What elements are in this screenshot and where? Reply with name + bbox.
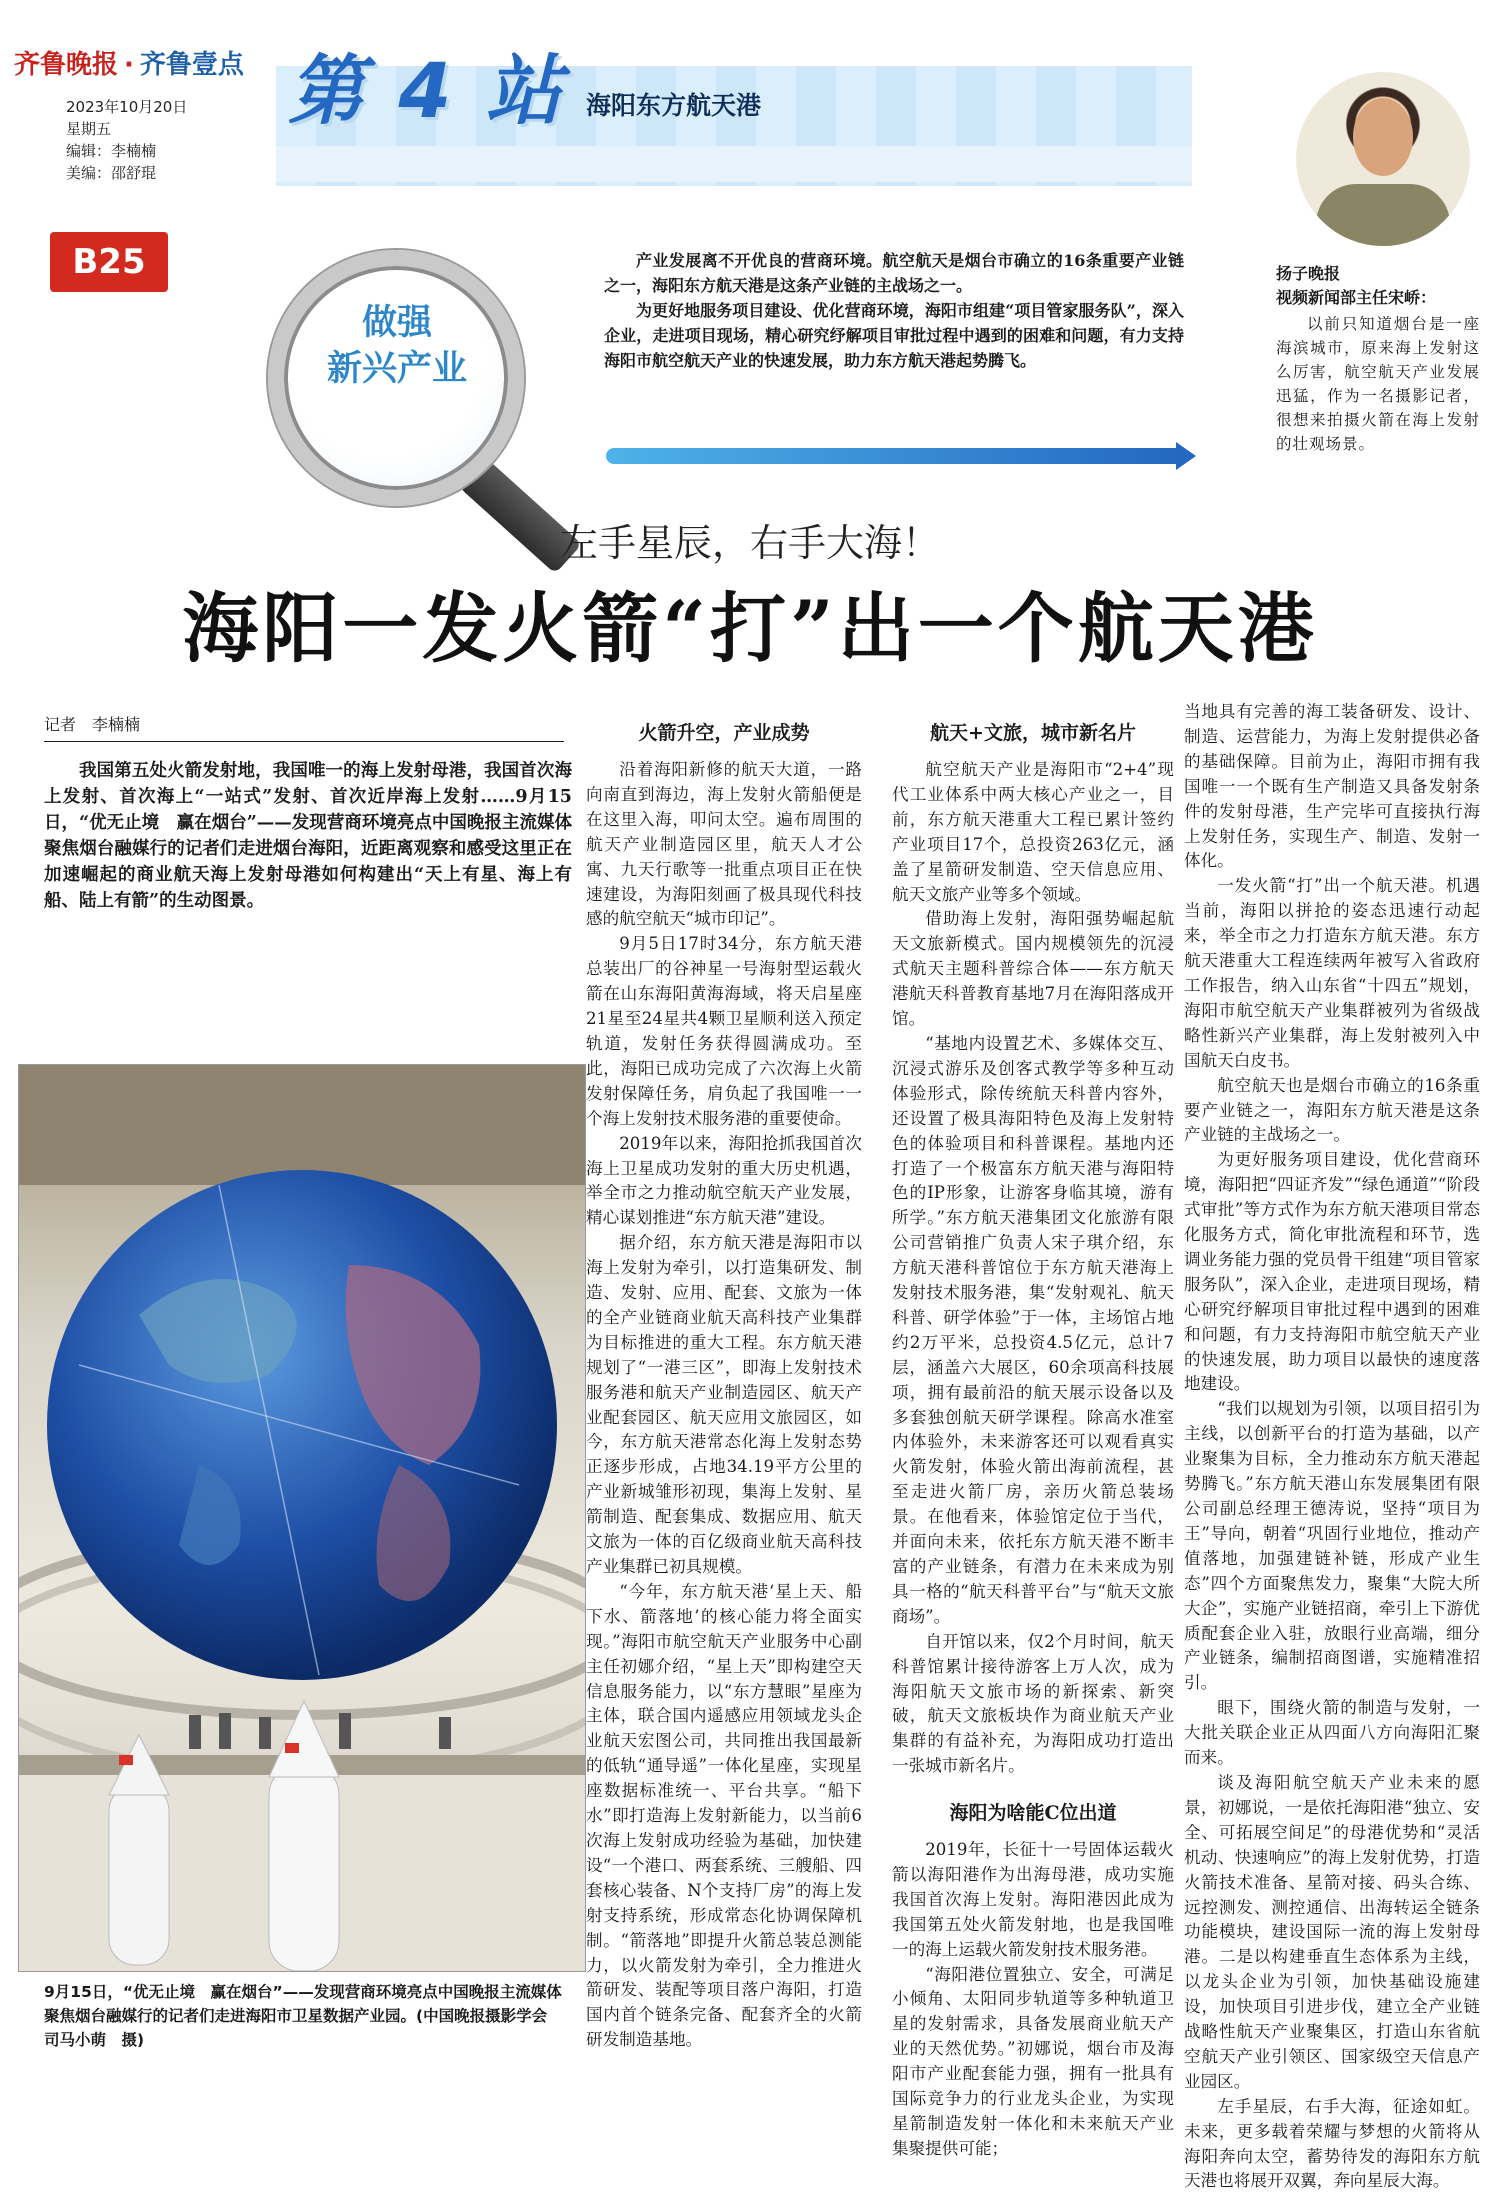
newspaper-logo — [14, 44, 244, 81]
brand-separator: · — [124, 50, 134, 80]
lead-text: 我国第五处火箭发射地，我国唯一的海上发射母港，我国首次海上发射、首次海上“一站式”发射、首次近岸海上发射……9月15日，“优无止境 赢在烟台”——发现营商环境亮点中国晚报主流媒体聚焦烟台融媒行的记者们走进烟台海阳，近距离观察和感受这里正在加速崛起的商业航天海上发射母港如何构建出“天上有星、海上有船、陆上有箭”的生动图景。 — [44, 761, 572, 911]
magnifier-label-line2: 新兴产业 — [326, 349, 467, 389]
body-paragraph: 航空航天也是烟台市确立的16条重要产业链之一，海阳东方航天港是这条产业链的主战场之一。 — [1184, 1075, 1480, 1145]
page-number-badge: B25 — [50, 232, 168, 292]
commentator-title — [1276, 262, 1436, 310]
banner-subtitle: 海阳东方航天港 — [586, 91, 762, 120]
issue-date: 2023年10月20日 — [66, 98, 188, 116]
main-headline: 海阳一发火箭“打”出一个航天港 — [182, 584, 1318, 673]
body-paragraph: 自开馆以来，仅2个月时间，航天科普馆累计接待游客上万人次，成为海阳航天文旅市场的新探索、新突破，航天文旅板块作为商业航天产业集群的有益补充，为海阳成功打造出一张城市新名片。 — [892, 1631, 1174, 1776]
article-column-2-lower — [892, 1800, 1174, 2162]
body-paragraph: 一发火箭“打”出一个航天港。机遇当前，海阳以拼抢的姿态迅速行动起来，举全市之力打造东方航天港。东方航天港重大工程连续两年被写入省政府工作报告，纳入山东省“十四五”规划，海阳市航空航天产业集群被列为省级战略性新兴产业集群，海上发射被列入中国航天白皮书。 — [1184, 876, 1480, 1070]
commentator-photo — [1296, 72, 1470, 246]
magnifier-label — [312, 300, 482, 392]
lead-paragraph — [44, 758, 572, 914]
body-paragraph: 眼下，围绕火箭的制造与发射，一大批关联企业正从四面八方向海阳汇聚而来。 — [1184, 1698, 1480, 1768]
brand-primary: 齐鲁晚报 — [14, 50, 119, 80]
section-heading: 航天+文旅，城市新名片 — [930, 722, 1136, 744]
body-paragraph: “今年，东方航天港‘星上天、船下水、箭落地’的核心能力将全面实现。”海阳市航空航天产业服务中心副主任初娜介绍，“星上天”即构建空天信息服务能力，以“东方慧眼”星座为主体，联合国内遥感应用领域龙头企业航天宏图公司，共同推出我国最新的低轨“通导遥”一体化星座，实现星座数据标准统一、平台共享。“船下水”即打造海上发射新能力，以当前6次海上发射成功经验为基础，加快建设“一个港口、两套系统、三艘船、四套核心装备、N个支持厂房”的海上发射支持系统，形成常态化协调保障机制。“箭落地”即提升火箭总装总测能力，以火箭发射为牵引，全力推进火箭研发、装配等项目落户海阳，打造国内首个链条完备、配套齐全的火箭研发制造基地。 — [586, 1581, 862, 2050]
section-heading: 火箭升空，产业成势 — [638, 722, 810, 744]
commentator-outlet: 扬子晚报 — [1276, 264, 1341, 283]
intro-paragraph: 为更好地服务项目建设、优化营商环境，海阳市组建“项目管家服务队”，深入企业，走进项目现场，精心研究纾解项目审批过程中遇到的困难和问题，有力支持海阳市航空航天产业的快速发展，助力东方航天港起势腾飞。 — [604, 301, 1184, 370]
body-paragraph: “海阳港位置独立、安全，可满足小倾角、太阳同步轨道等多种轨道卫星的发射需求，具备发展商业航天产业的天然优势。”初娜说，烟台市及海阳市产业配套能力强，拥有一批具有国际竞争力的行业龙头企业，为实现星箭制造发射一体化和未来航天产业集聚提供可能； — [892, 1964, 1174, 2158]
intro-paragraph: 产业发展离不开优良的营商环境。航空航天是烟台市确立的16条重要产业链之一，海阳东方航天港是这条产业链的主战场之一。 — [604, 251, 1184, 295]
body-paragraph: 2019年以来，海阳抢抓我国首次海上卫星成功发射的重大历史机遇，举全市之力推动航空航天产业发展，精心谋划推进“东方航天港”建设。 — [586, 1133, 862, 1228]
article-column-3 — [1184, 700, 1480, 2194]
station-title: 第 4 站 — [288, 46, 566, 135]
body-paragraph: 为更好服务项目建设，优化营商环境，海阳把“四证齐发”“绿色通道”“阶段式审批”等方式作为东方航天港项目常态化服务方式，简化审批流程和环节，选调业务能力强的党员骨干组建“项目管家服务队”，深入企业，走进项目现场，精心研究纾解项目审批过程中遇到的困难和问题，有力支持海阳市航空航天产业的快速发展，助力项目以最快的速度落地建设。 — [1184, 1150, 1480, 1394]
issue-meta — [66, 96, 187, 184]
brand-secondary: 齐鲁壹点 — [139, 50, 244, 80]
body-paragraph: 谈及海阳航空航天产业未来的愿景，初娜说，一是依托海阳港“独立、安全、可拓展空间足”的母港优势和“灵活机动、快速响应”的海上发射优势，打造火箭技术准备、星箭对接、码头合练、远控测发、测控通信、出海转运全链条功能模块，建设国际一流的海上发射母港。二是以构建垂直生态体系为主线，以龙头企业为引领，加快基础设施建设，加快项目引进步伐，建立全产业链战略性航天产业聚集区，打造山东省航空航天产业引领区、国家级空天信息产业园区。 — [1184, 1772, 1480, 2091]
body-paragraph: 2019年，长征十一号固体运载火箭以海阳港作为出海母港，成功实施我国首次海上发射。海阳港因此成为我国第五处火箭发射地，也是我国唯一的海上运载火箭发射技术服务港。 — [892, 1840, 1174, 1959]
section-heading: 海阳为啥能C位出道 — [949, 1802, 1117, 1824]
body-paragraph: 据介绍，东方航天港是海阳市以海上发射为牵引，以打造集研发、制造、发射、应用、配套、文旅为一体的全产业链商业航天高科技产业集群为目标推进的重大工程。东方航天港规划了“一港三区”，即海上发射技术服务港和航天产业制造园区、航天产业配套园区、航天应用文旅园区，如今，东方航天港常态化海上发射态势正逐步形成，占地34.19平方公里的产业新城雏形初现，集海上发射、星箭制造、配套集成、数据应用、航天文旅为一体的百亿级商业航天高科技产业集群已初具规模。 — [586, 1233, 862, 1576]
byline: 记者 李楠楠 — [44, 712, 564, 742]
headline-kicker: 左手星辰，右手大海！ — [559, 521, 940, 565]
article-column-2 — [892, 720, 1174, 1779]
issue-weekday: 星期五 — [66, 120, 112, 138]
magnifier-label-line1: 做强 — [361, 303, 432, 343]
body-paragraph: 借助海上发射，海阳强势崛起航天文旅新模式。国内规模领先的沉浸式航天主题科普综合体——东方航天港航天科普教育基地7月在海阳落成开馆。 — [892, 909, 1174, 1029]
commentator-quote-text: 以前只知道烟台是一座海滨城市，原来海上发射这么厉害，航空航天产业发展迅猛，作为一名摄影记者，很想来拍摄火箭在海上发射的壮观场景。 — [1276, 315, 1480, 453]
intro-box — [604, 248, 1184, 373]
body-paragraph: “我们以规划为引领，以项目招引为主线，以创新平台的打造为基础，以产业聚集为目标，全力推动东方航天港起势腾飞。”东方航天港山东发展集团有限公司副总经理王德涛说，坚持“项目为王”导向，朝着“巩固行业地位，推动产值落地，加强建链补链，形成产业生态”四个方面聚焦发力，聚集“大院大所大企”，实施产业链招商，牵引上下游优质配套企业入驻，放眼行业高端，细分产业链条，编制招商图谱，实施精准招引。 — [1184, 1399, 1480, 1693]
commentator-name: 视频新闻部主任宋峤： — [1276, 288, 1437, 307]
body-paragraph: “基地内设置艺术、多媒体交互、沉浸式游乐及创客式教学等多种互动体验形式，除传统航天科普内容外，还设置了极具海阳特色及海上发射特色的体验项目和科普课程。基地内还打造了一个极富东方航天港与海阳特色的IP形象，让游客身临其境，游有所学。”东方航天港集团文化旅游有限公司营销推广负责人宋子琪介绍，东方航天港科普馆位于东方航天港海上发射技术服务港，集“发射观礼、航天科普、研学体验”于一体，主场馆占地约2万平米，总投资4.5亿元，总计7层，涵盖六大展区，60余项高科技展项，拥有最前沿的航天展示设备以及多套独创航天研学课程。除高水准室内体验外，未来游客还可以观看真实火箭发射，体验火箭出海前流程，甚至走进火箭厂房，亲历火箭总装场景。在他看来，体验馆定位于当代，并面向未来，依托东方航天港不断丰富的产业链条，有潜力在未来成为别具一格的“航天科普平台”与“航天文旅商场”。 — [892, 1033, 1174, 1626]
body-paragraph: 9月5日17时34分，东方航天港总装出厂的谷神星一号海射型运载火箭在山东海阳黄海海域，将天启星座21星至24星共4颗卫星顺利送入预定轨道，发射任务获得圆满成功。至此，海阳已成功完成了六次海上火箭发射保障任务，肩负起了我国唯一一个海上发射技术服务港的重要使命。 — [586, 934, 862, 1128]
editor-credit: 编辑：李楠楠 — [66, 142, 157, 160]
designer-credit: 美编：邵舒琨 — [66, 164, 157, 182]
photo-caption: 9月15日，“优无止境 赢在烟台”——发现营商环境亮点中国晚报主流媒体聚焦烟台融媒行的记者们走进海阳市卫星数据产业园。(中国晚报摄影学会 司马小萌 摄) — [44, 1983, 563, 2049]
banner-strip — [276, 146, 1192, 182]
body-paragraph: 沿着海阳新修的航天大道，一路向南直到海边，海上发射火箭船便是在这里入海，叩问太空。遍布周围的航天产业制造园区里，航天人才公寓、九天行歌等一批重点项目正在快速建设，为海阳刻画了极具现代科技感的航空航天“城市印记”。 — [586, 760, 862, 929]
decorative-bar — [606, 448, 1176, 464]
body-paragraph: 左手星辰，右手大海，征途如虹。未来，更多载着荣耀与梦想的火箭将从海阳奔向太空，蓄势待发的海阳东方航天港也将展开双翼，奔向星辰大海。 — [1184, 2096, 1480, 2191]
body-paragraph: 航空航天产业是海阳市“2+4”现代工业体系中两大核心产业之一，目前，东方航天港重大工程已累计签约产业项目17个，总投资263亿元，涵盖了星箭研发制造、空天信息应用、航天文旅产业等多个领域。 — [892, 760, 1174, 904]
globe-photo — [18, 1064, 586, 1972]
globe-photo-illustration — [19, 1065, 585, 1971]
article-column-1 — [586, 720, 862, 2053]
commentator-quote — [1276, 312, 1480, 456]
body-paragraph: 当地具有完善的海工装备研发、设计、制造、运营能力，为海上发射提供必备的基础保障。目前为止，海阳市拥有我国唯一一个既有生产制造又具备发射条件的发射母港，生产完毕可直接执行海上发射任务，实现生产、制造、发射一体化。 — [1184, 702, 1480, 871]
